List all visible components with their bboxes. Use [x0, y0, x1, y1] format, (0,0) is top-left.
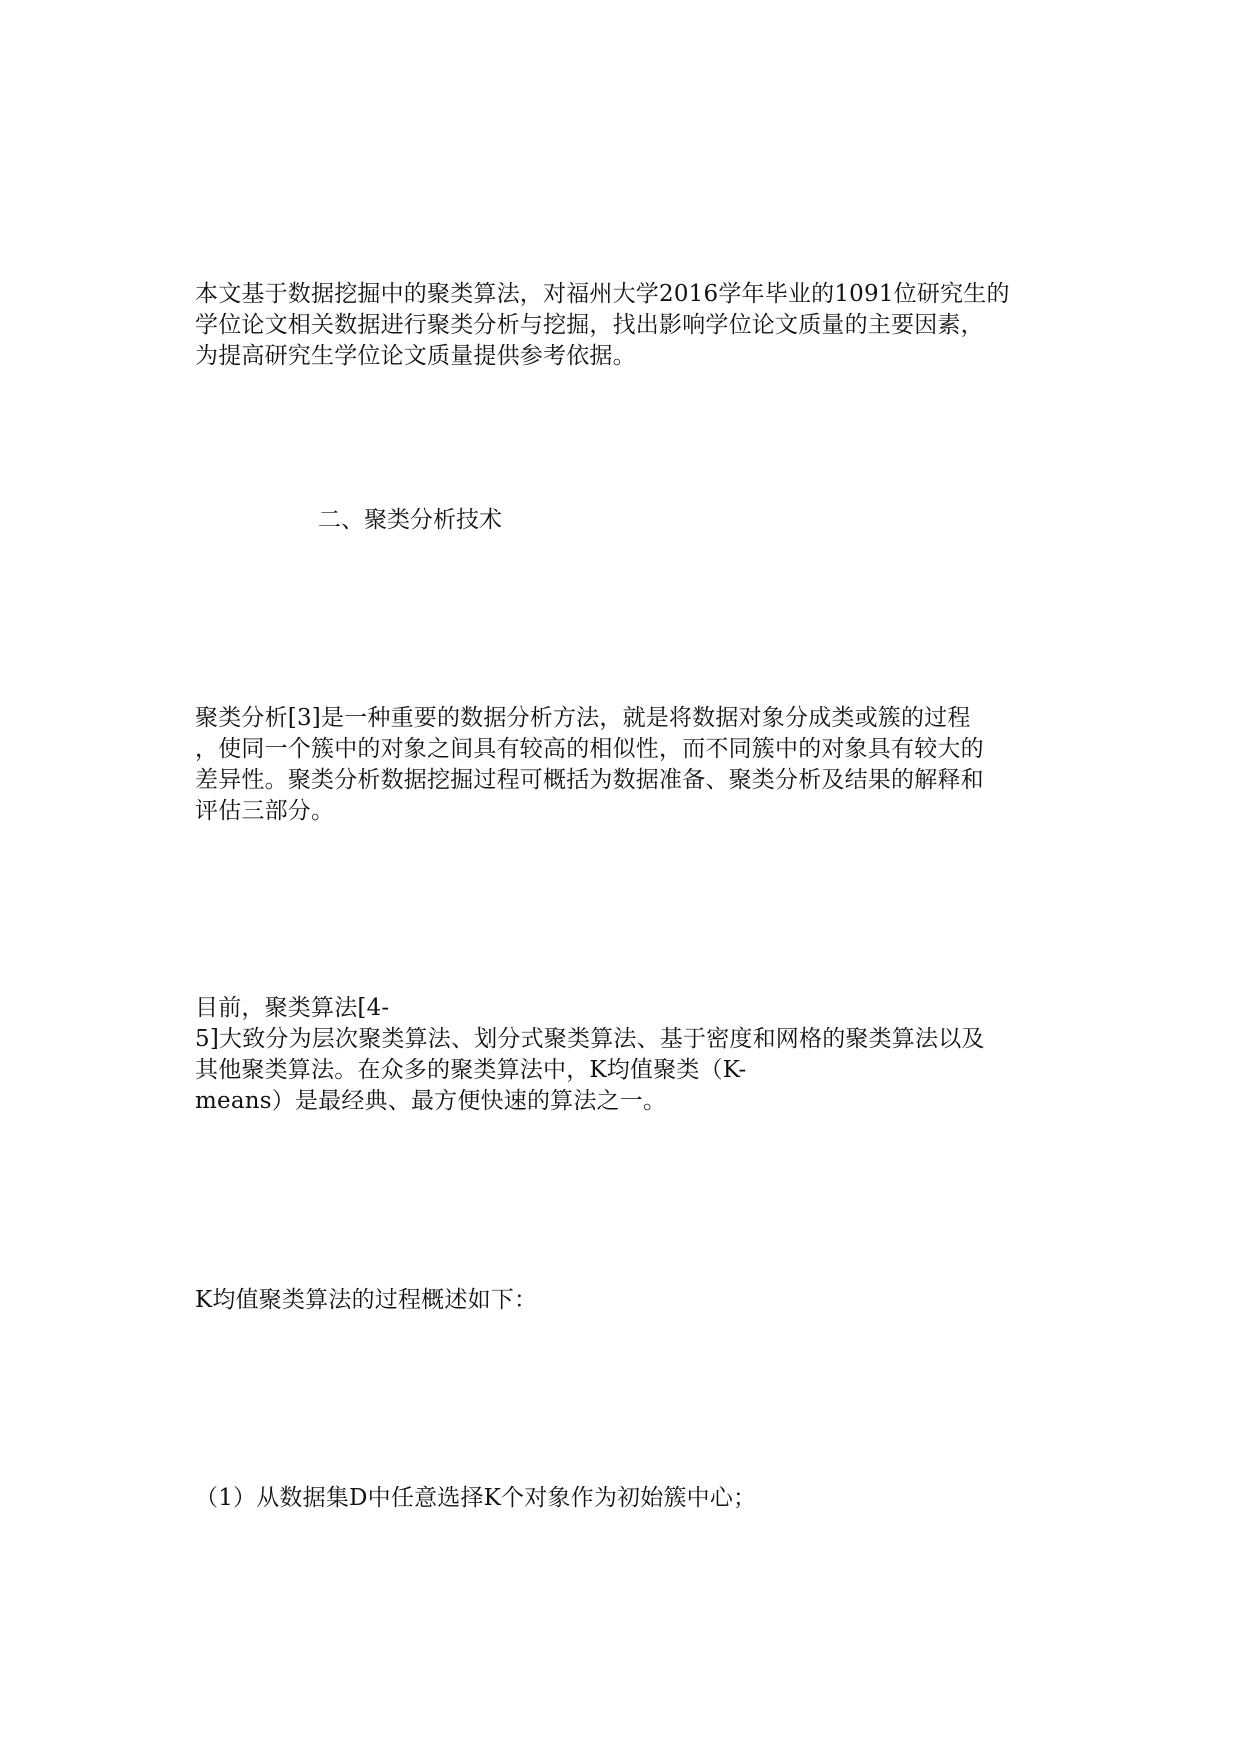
- algorithms-line-4: means）是最经典、最方便快速的算法之一。: [195, 1088, 667, 1114]
- cluster-line-3: 差异性。聚类分析数据挖掘过程可概括为数据准备、聚类分析及结果的解释和: [195, 767, 984, 793]
- cluster-analysis-paragraph: [195, 703, 1055, 827]
- intro-paragraph: [195, 279, 1055, 372]
- intro-line-1: 本文基于数据挖掘中的聚类算法，对福州大学2016学年毕业的1091位研究生的: [195, 281, 1010, 307]
- intro-line-2: 学位论文相关数据进行聚类分析与挖掘，找出影响学位论文质量的主要因素，: [195, 312, 984, 338]
- cluster-line-1: 聚类分析[3]是一种重要的数据分析方法，就是将数据对象分成类或簇的过程: [195, 705, 971, 731]
- kmeans-intro: K均值聚类算法的过程概述如下：: [195, 1287, 538, 1313]
- algorithms-paragraph: [195, 993, 1055, 1117]
- section-heading: 二、聚类分析技术: [318, 507, 502, 533]
- algorithms-line-3: 其他聚类算法。在众多的聚类算法中，K均值聚类（K-: [195, 1057, 747, 1083]
- algorithms-line-1: 目前，聚类算法[4-: [195, 995, 390, 1021]
- cluster-line-4: 评估三部分。: [195, 798, 335, 824]
- algorithms-line-2: 5]大致分为层次聚类算法、划分式聚类算法、基于密度和网格的聚类算法以及: [195, 1026, 985, 1052]
- intro-line-3: 为提高研究生学位论文质量提供参考依据。: [195, 343, 636, 369]
- step-1: （1）从数据集D中任意选择K个对象作为初始簇中心；: [195, 1485, 757, 1511]
- cluster-line-2: ，使同一个簇中的对象之间具有较高的相似性，而不同簇中的对象具有较大的: [195, 736, 984, 762]
